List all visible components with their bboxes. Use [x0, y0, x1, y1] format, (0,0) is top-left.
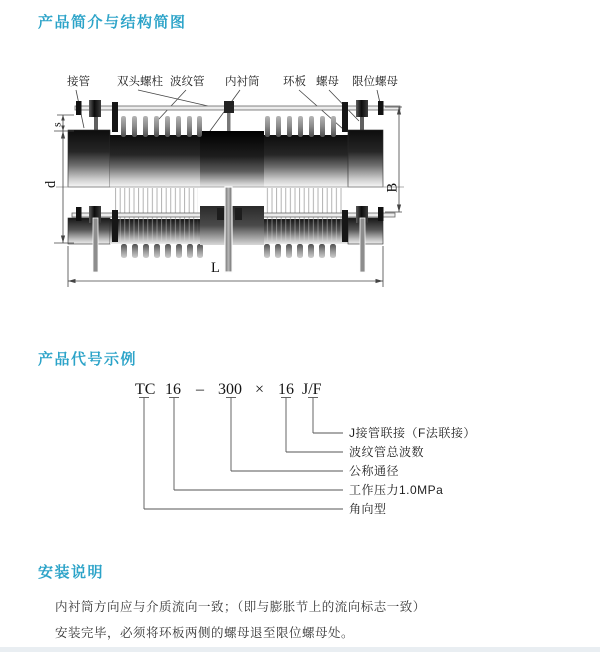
install-note-line2: 安装完毕，必须将环板两侧的螺母退至限位螺母处。 — [55, 626, 355, 640]
section-title-code: 产品代号示例 — [38, 351, 138, 368]
code-description-wave-count: 波纹管总波数 — [349, 445, 425, 459]
dim-label-d: d — [43, 180, 59, 188]
bellows-fins-top-right — [265, 116, 336, 137]
label-inner-liner: 内衬筒 — [225, 76, 260, 88]
code-part-pressure: 16 — [165, 381, 181, 398]
section-title-install: 安装说明 — [38, 564, 105, 581]
bellows-fins-top-left — [121, 116, 202, 137]
label-double-end-stud: 双头螺柱 — [117, 76, 163, 88]
code-description-type: 角向型 — [349, 502, 387, 516]
bellows-fins-bottom-right — [264, 244, 336, 258]
dim-label-l: L — [211, 260, 220, 276]
page-edge-strip — [0, 647, 600, 652]
label-limit-nut: 限位螺母 — [352, 76, 398, 88]
label-connection-pipe: 接管 — [67, 76, 90, 88]
code-part-diameter: 300 — [218, 381, 242, 398]
dim-label-s: s — [49, 122, 64, 127]
section-title-intro: 产品简介与结构简图 — [38, 14, 187, 31]
dim-label-b: B — [384, 182, 401, 193]
code-part-times: × — [255, 381, 265, 398]
body-bottom-half — [68, 187, 395, 272]
label-bellows: 波纹管 — [170, 76, 205, 88]
label-nut: 螺母 — [316, 76, 339, 88]
code-part-connection: J/F — [302, 381, 322, 398]
code-connector-lines — [0, 340, 600, 552]
right-stud — [360, 218, 365, 272]
label-ring-plate: 环板 — [283, 76, 306, 88]
part-labels — [67, 74, 398, 88]
code-description-connection: J接管联接（F法联接） — [349, 426, 476, 440]
code-part-dash: – — [196, 381, 204, 398]
code-part-type: TC — [135, 381, 156, 398]
install-note-line1: 内衬筒方向应与介质流向一致；（即与膨胀节上的流向标志一致） — [55, 600, 426, 614]
center-stud — [225, 187, 232, 272]
code-part-wave-count: 16 — [278, 381, 294, 398]
code-description-diameter: 公称通径 — [349, 464, 400, 478]
code-description-pressure: 工作压力1.0MPa — [349, 483, 444, 497]
bellows-fins-bottom-left — [121, 244, 203, 258]
left-stud — [93, 218, 98, 272]
